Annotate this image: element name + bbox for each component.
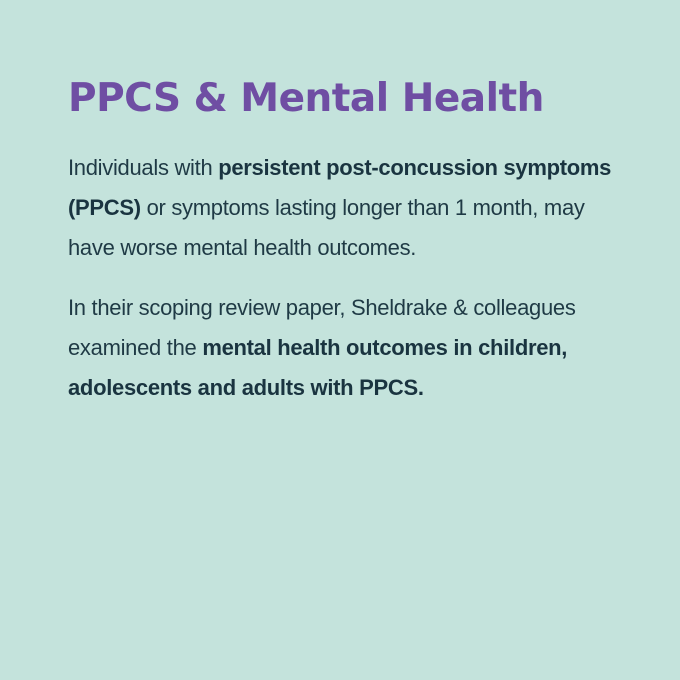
review-paragraph-emphasis: mental health outcomes in children, adolescents and adults with PPCS. — [68, 335, 568, 400]
intro-paragraph — [68, 148, 620, 268]
intro-paragraph-rest: or symptoms lasting longer than 1 month, may have worse mental health outcomes. — [68, 195, 585, 260]
review-paragraph-lead: In their scoping review paper, Sheldrake & colleagues examined the — [68, 295, 576, 360]
review-paragraph — [68, 288, 620, 408]
slide-title: PPCS & Mental Health — [68, 76, 544, 121]
intro-paragraph-lead: Individuals with — [68, 155, 219, 180]
intro-paragraph-emphasis: persistent post-concussion symptoms (PPCS) — [68, 155, 612, 220]
